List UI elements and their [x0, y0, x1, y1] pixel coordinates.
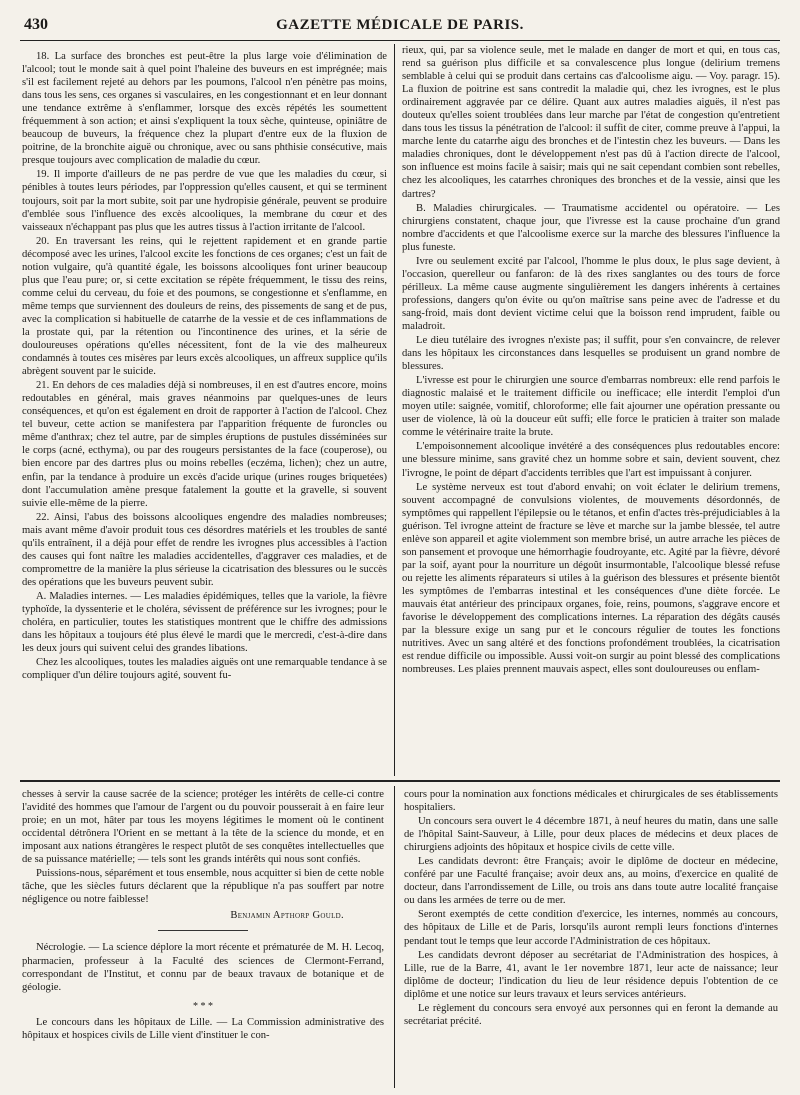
- short-divider: [158, 930, 248, 931]
- paragraph-18: 18. La surface des bronches est peut-être la plus large voie d'élimination de l'alcool; tout le monde sait à quel point l'haleine des buveurs en est imprégnée; mais s'il est facilement rejeté au dehors par les poumons, l'alcool n'en pénètre pas moins, dans tous les sens, ces organes si vasculaires, en les congestionnant et en leur donnant une tendance extrême à s'enflammer, lorsque des excès répétés les soumettent fréquemment à son action; et ainsi s'expliquent la toux sèche, quinteuse, opiniâtre de beaucoup de buveurs, la fréquence chez la plupart d'entre eux de la fluxion de poitrine, de la bronchite aiguë ou chronique, avec ou sans phthisie consécutive, mais presque toujours avec complication de maladie du cœur.: [22, 51, 387, 167]
- paragraph-concours-continuation: cours pour la nomination aux fonctions médicales et chirurgicales de ses établissements hospitaliers.: [404, 789, 778, 814]
- author-signature: Benjamin Apthorp Gould.: [230, 910, 344, 922]
- paragraph-concours-lille: Le concours dans les hôpitaux de Lille. — La Commission administrative des hôpitaux et hospices civils de Lille vient d'instituer le con-: [22, 1016, 384, 1041]
- paragraph-20: 20. En traversant les reins, qui le rejettent rapidement et en grande partie décomposé avec les urines, l'alcool excite les fonctions de ces organes; c'est un fait de notion vulgaire, qu'à quantité égale, les boissons alcooliques font uriner beaucoup plus que l'eau pure; or, si cette excitation se répète fréquemment, le tissu des reins, comme celui du cerveau, du foie et des poumons, se congestionne et s'enflamme, en même temps que surviennent des douleurs de reins, des pissements de sang et de pus, avec la complication si habituelle de catarrhe de la vessie et de ces inflammations de la prostate qui, par la rétention ou l'incontinence des urines, et la série de douloureuses opérations qu'elles nécessitent, font de la vie des malheureux condamnés à toutes ces misères par leurs excès alcooliques, un affreux supplice qu'ils abrègent souvent par le suicide.: [22, 235, 387, 378]
- paragraph-depot-secretariat: Les candidats devront déposer au secrétariat de l'Administration des hospices, à Lille, rue de la Barre, 41, avant le 1er novembre 1871, leur acte de naissance; leur diplôme de docteur; l'indication du lieu de leur résidence depuis l'obtention de ce diplôme et une notice sur leurs travaux et leurs services antérieurs.: [404, 949, 778, 1000]
- paragraph-22: 22. Ainsi, l'abus des boissons alcooliques engendre des maladies nombreuses; mais avant même d'avoir produit tous ces désordres matériels et les troubles de santé qu'ils entraînent, il a déjà pour effet de rendre les ivrognes plus accessibles à l'action des causes qui font naître les maladies accidentelles, d'aggraver ces maladies, et de compromettre de la manière la plus sérieuse la cicatrisation des blessures ou le succès des opérations que les buveurs peuvent subir.: [22, 511, 387, 588]
- paragraph-ivre: Ivre ou seulement excité par l'alcool, l'homme le plus doux, le plus sage devient, à l'occasion, querelleur ou fanfaron: de là des rixes sanglantes ou des tours de force périlleux. La même cause augmente singulièrement les dangers inhérents à certaines professions, dangers qu'on évite ou qu'on maîtrise sans peine avec de l'adresse et du sang-froid, mais dont devient victime celui que la boisson rend imprudent, faible ou maladroit.: [402, 255, 780, 332]
- section-divider-rule: [20, 780, 780, 782]
- paragraph-puissions-nous: Puissions-nous, séparément et tous ensemble, nous acquitter si bien de cette noble tâche, que les siècles futurs déclarent que la république n'a pas souffert par notre négligence ou notre faiblesse!: [22, 868, 384, 906]
- paragraph-empoisonnement: L'empoisonnement alcoolique invétéré a des conséquences plus redoutables encore: une blessure minime, sans gravité chez un homme sobre et sain, devient souvent, chez l'ivrogne, le point de départ d'accidents terribles que l'art est impuissant à conjurer.: [402, 441, 780, 479]
- column-rule-bottom: [394, 786, 395, 1088]
- paragraph-reglement: Le règlement du concours sera envoyé aux personnes qui en feront la demande au secrétariat précité.: [404, 1002, 778, 1027]
- paragraph-dieu-tutelaire: Le dieu tutélaire des ivrognes n'existe pas; il suffit, pour s'en convaincre, de relever dans les hôpitaux les circonstances dans lesquelles se produisent un grand nombre de blessures.: [402, 335, 780, 373]
- page-number: 430: [24, 16, 48, 33]
- bottom-left-column: [22, 788, 384, 1088]
- paragraph-ivresse-chirurgien: L'ivresse est pour le chirurgien une source d'embarras nombreux: elle rend parfois le diagnostic malaisé et le traitement difficile ou inefficace; elle interdit l'emploi d'un moyen utile: saignée, vomitif, chloroforme; elle fait ajourner une opération pressante ou user de violence, là où la douceur eût suffi; elle force le praticien à traiter son malade comme le vétérinaire traite la brute.: [402, 375, 780, 439]
- paragraph-continuation: rieux, qui, par sa violence seule, met le malade en danger de mort et qui, en tous cas, rend sa guérison plus difficile et sa convalescence plus longue (delirium tremens semblable à celui qui se produit dans certains cas d'alcoolisme aigu. — Voy. paragr. 15). La fluxion de poitrine est sans contredit la maladie qui, chez les ivrognes, est le plus ordinairement aggravée par ce délire. Quant aux autres maladies aiguës, il n'est pas douteux qu'elles soient troublées dans leur marche par l'état de congestion qu'entretient dans tous les tissus la pénétration de l'alcool: il suffit de citer, comme preuve à l'appui, la marche lente du catarrhe aigu des bronches et de l'intestin chez les buveurs. — Dans les maladies chroniques, dont le développement n'est pas dû à l'action directe de l'alcool, son influence est moins facile à saisir; mais qui ne sait cependant combien sont rebelles, chez les alcooliques, les catarrhes chroniques des bronches et de la vessie, ainsi que les dartres?: [402, 45, 780, 200]
- bottom-right-column: [404, 788, 778, 1088]
- top-left-column: [22, 50, 387, 775]
- paragraph-systeme-nerveux: Le système nerveux est tout d'abord envahi; on voit éclater le delirium tremens, souvent accompagné de convulsions violentes, de mouvements désordonnés, de symptômes qui rappellent l'épilepsie ou le tétanos, et enfin d'actes très-préjudiciables à la guérison. Tel ivrogne atteint de fracture se lève et marche sur la jambe blessée, tel autre enlève son appareil et agite violemment son membre brisé, un autre arrache les pièces de son pansement et provoque une hémorrhagie foudroyante, etc. Agité par la fièvre, dévoré par la soif, ayant pour la nourriture un dégoût insurmontable, l'alcoolique blessé refuse ou rejette les aliments réparateurs si utiles à la guérison des blessures et présente bientôt les symptômes de l'embarras intestinal et les conséquences d'une diète forcée. Le mauvais état antérieur des principaux organes, foie, reins, poumons, s'aggrave encore et favorise le développement des complications internes. La réparation des dégâts causés par la blessure exige un sang pur et le concours régulier de toutes les fonctions nutritives. Avec un sang altéré et des fonctions profondément troublées, la cicatrisation est rendue difficile ou impossible. Aussi voit-on surgir au point blessé des complications nombreuses. Les plaies prennent mauvais aspect, elles sont douloureuses ou enflam-: [402, 481, 780, 676]
- paragraph-alcooliques-delire: Chez les alcooliques, toutes les maladies aiguës ont une remarquable tendance à se compliquer d'un délire toujours agité, souvent fu-: [22, 657, 387, 682]
- paragraph-19: 19. Il importe d'ailleurs de ne pas perdre de vue que les maladies du cœur, si pénibles à toutes leurs périodes, par l'oppression qu'elles causent, et qui se terminent toujours, soit par la mort subite, soit par une hydropisie générale, peuvent se produire d'emblée sous l'influence des excès alcooliques, la membrane du cœur et des vaisseaux n'échappant pas plus que les autres tissus à l'action irritante de l'alcool.: [22, 169, 387, 233]
- paragraph-candidats-conditions: Les candidats devront: être Français; avoir le diplôme de docteur en médecine, conféré par une Faculté française; avoir deux ans, au moins, d'exercice en qualité de docteur, dans l'arrondissement de Lille, ou trois ans dans toute autre localité française ou dans les armées de terre ou de mer.: [404, 856, 778, 907]
- paragraph-maladies-internes: A. Maladies internes. — Les maladies épidémiques, telles que la variole, la fièvre typhoïde, la dyssenterie et le choléra, sévissent de préférence sur les ivrognes; pour le choléra, en particulier, toutes les statistiques montrent que le chiffre des admissions dans les hôpitaux a toujours été plus élevé le mardi que le mercredi, c'est-à-dire dans les deux jours qui suivent celui des grandes libations.: [22, 590, 387, 655]
- paragraph-science-interets: chesses à servir la cause sacrée de la science; protéger les intérêts de celle-ci contre l'avidité des hommes que l'amour de l'argent ou du pouvoir pousserait à en faire leur proie; en un mot, hâter par tous les moyens légitimes le moment où le continent occidental détrônera l'Orient en se mettant à la tête de la science du monde, et en imposant aux nations étrangères le respect plutôt de ses conquêtes intellectuelles que de sa puissance matérielle; — tels sont les grands intérêts qui nous sont confiés.: [22, 789, 384, 866]
- header-rule: [20, 40, 780, 41]
- column-rule-top: [394, 44, 395, 776]
- asterism: * * *: [193, 1000, 213, 1012]
- paragraph-concours-ouvert: Un concours sera ouvert le 4 décembre 1871, à neuf heures du matin, dans une salle de l'hôpital Saint-Sauveur, à Lille, pour deux places de médecins et deux places de chirurgiens adjoints des hôpitaux et hospice civils de cette ville.: [404, 816, 778, 854]
- paragraph-necrologie: Nécrologie. — La science déplore la mort récente et prématurée de M. H. Lecoq, pharmacien, professeur à la Faculté des sciences de Clermont-Ferrand, correspondant de l'Institut, et connu par de beaux travaux de botanique et de géologie.: [22, 942, 384, 993]
- page-header: [20, 16, 780, 38]
- top-right-column: [402, 44, 780, 774]
- paragraph-exemptes: Seront exemptés de cette condition d'exercice, les internes, nommés au concours, des hôpitaux de Lille et de Paris, lorsqu'ils auront rempli leurs fonctions d'internes pendant tout le temps que leur accorde l'Administration de ces hôpitaux.: [404, 909, 778, 947]
- paragraph-maladies-chirurgicales: B. Maladies chirurgicales. — Traumatisme accidentel ou opératoire. — Les chirurgiens constatent, chaque jour, que l'ivresse est la cause prochaine d'un grand nombre d'accidents et que l'alcoolisme exerce sur la marche des blessures l'influence la plus funeste.: [402, 202, 780, 253]
- paragraph-21: 21. En dehors de ces maladies déjà si nombreuses, il en est d'autres encore, moins redoutables en général, mais graves néanmoins par quelques-unes de leurs conséquences, et qu'on est également en droit de rapporter à l'action de l'alcool. Chez tel buveur, cette action se manifestera par l'apparition fréquente de furoncles ou même d'anthrax; chez tel autre, par de simples éruptions de pustules disséminées sur le corps (acné, ecthyma), ou par des rougeurs persistantes de la face (couperose), ou bien encore par des dartres plus ou moins rebelles (eczéma, lichen); chez un autre, enfin, par la tendance à produire un excès d'acide urique (urines rouges briquetées) dont l'accumulation amène presque fatalement la goutte et la gravelle, si souvent suivie elle-même de la pierre.: [22, 380, 387, 509]
- journal-title: GAZETTE MÉDICALE DE PARIS.: [276, 17, 524, 33]
